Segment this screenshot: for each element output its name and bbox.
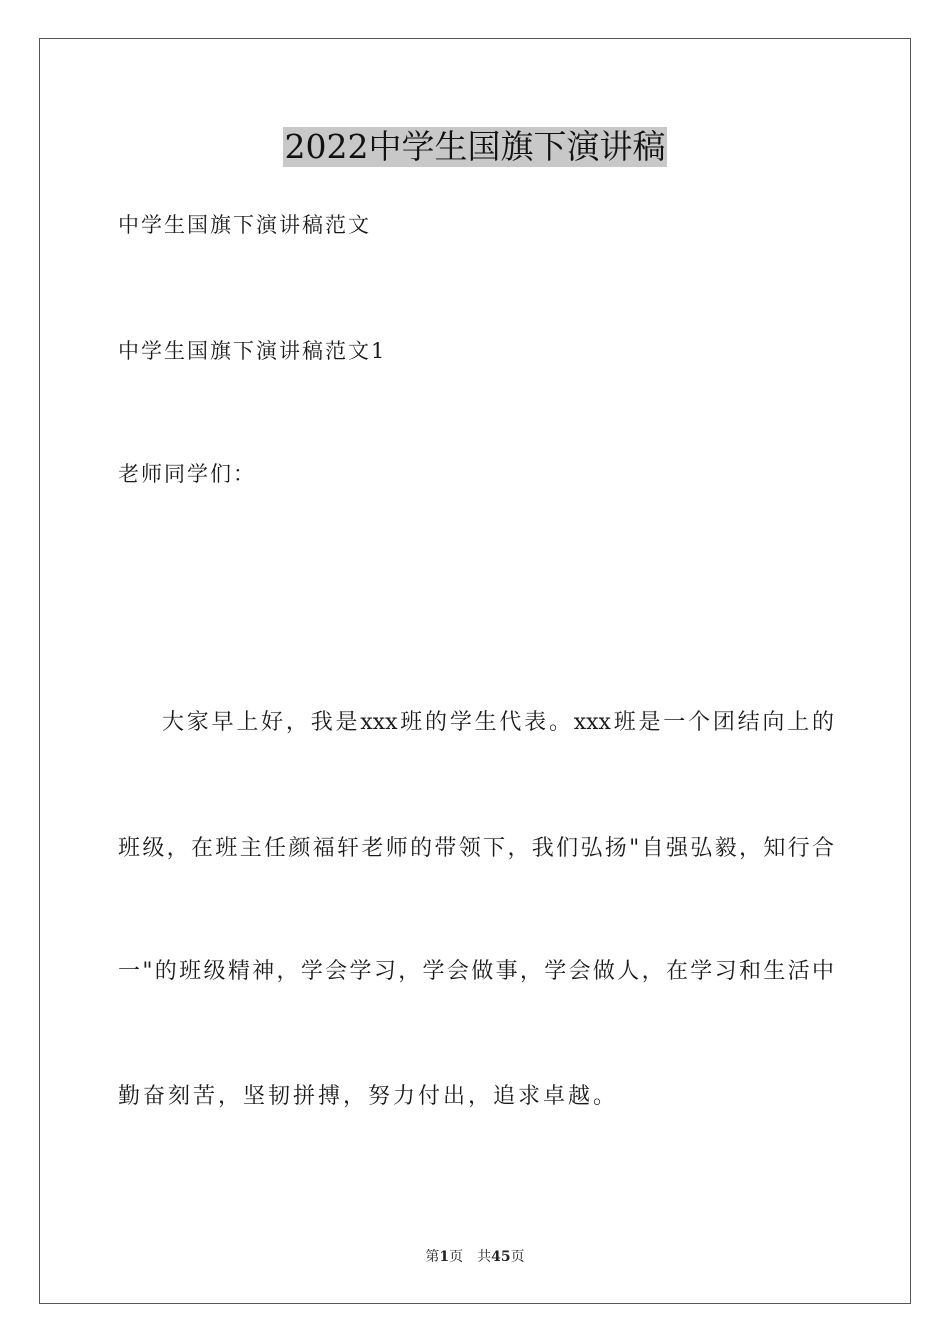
document-title: 2022中学生国旗下演讲稿 <box>284 127 666 166</box>
footer-total-pages: 45 <box>491 1249 511 1265</box>
document-subtitle: 中学生国旗下演讲稿范文 <box>118 213 371 237</box>
footer-page-prefix: 第 <box>425 1249 440 1265</box>
footer-page-suffix: 页 <box>449 1249 464 1265</box>
paragraph-line-1: 大家早上好，我是xxx班的学生代表。xxx班是一个团结向上的 <box>162 710 834 735</box>
page-footer <box>0 1248 950 1266</box>
footer-page-number: 1 <box>439 1249 450 1265</box>
paragraph-line-4: 勤奋刻苦，坚韧拼搏，努力付出，追求卓越。 <box>118 1084 619 1109</box>
salutation: 老师同学们： <box>118 462 256 486</box>
footer-total-suffix: 页 <box>510 1249 525 1265</box>
paragraph-line-3: 一"的班级精神，学会学习，学会做事，学会做人，在学习和生活中 <box>118 959 834 984</box>
paragraph-line-2: 班级，在班主任颜福轩老师的带领下，我们弘扬"自强弘毅，知行合 <box>118 836 834 861</box>
footer-total-prefix: 共 <box>477 1249 492 1265</box>
title-container <box>0 127 950 167</box>
section-heading: 中学生国旗下演讲稿范文1 <box>118 339 387 363</box>
